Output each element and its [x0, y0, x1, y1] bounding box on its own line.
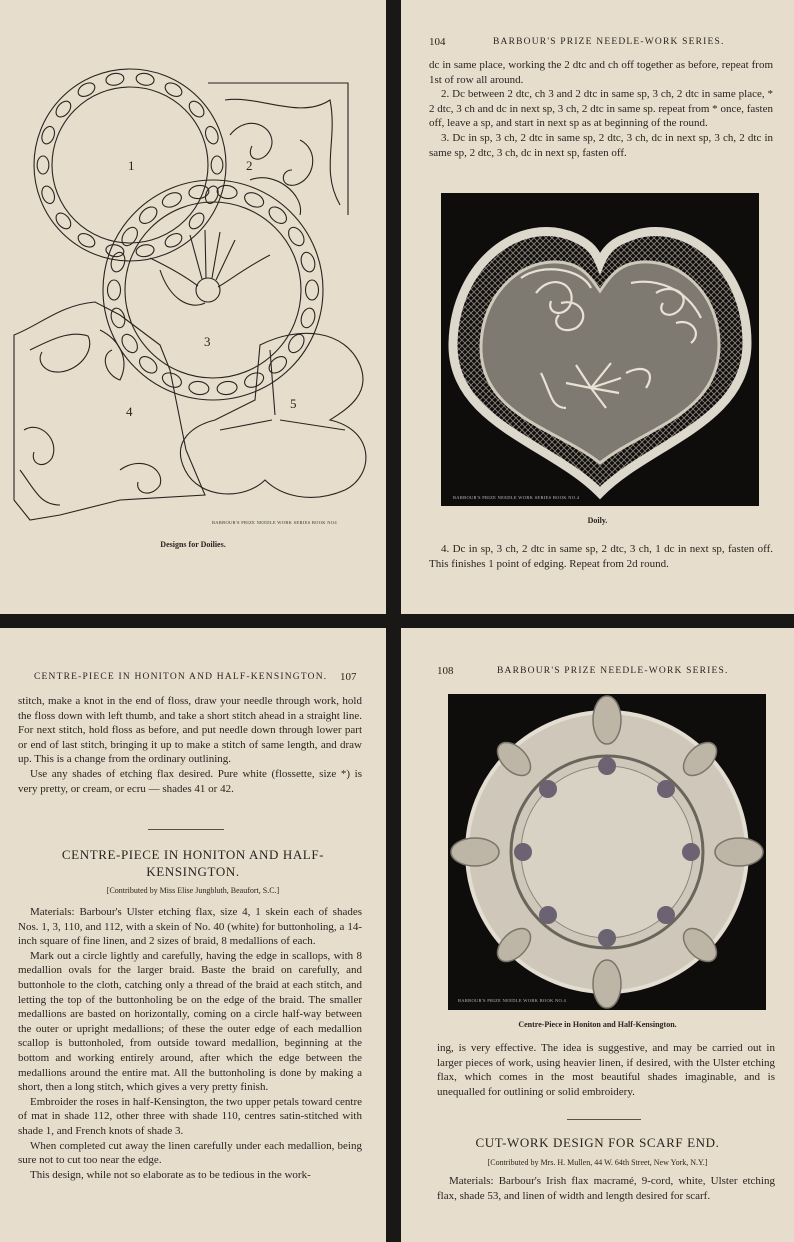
page-number: 108 — [437, 665, 454, 677]
section-heading: CUT-WORK DESIGN FOR SCARF END. — [475, 1135, 720, 1150]
plate-label: BARBOUR'S PRIZE NEEDLE WORK BOOK NO.4 — [458, 998, 567, 1003]
plate-label: BARBOUR'S PRIZE NEEDLE WORK SERIES BOOK NO4 — [212, 520, 337, 525]
figure-caption: Designs for Doilies. — [160, 540, 226, 549]
contributor-credit: [Contributed by Mrs. H. Mullen, 44 W. 64th Street, New York, N.Y.] — [487, 1158, 708, 1167]
section-heading-line1: CENTRE-PIECE IN HONITON AND HALF- — [61, 847, 325, 862]
text-block-bottom — [429, 542, 773, 571]
paragraph: Use any shades of etching flax desired. Pure white (flossette, size *) is very pretty, or cream, or ecru — shades 41 or 42. — [18, 767, 362, 795]
text-block-intro — [18, 694, 362, 796]
section-heading-line2: KENSINGTON. — [146, 864, 240, 879]
section-divider — [567, 1119, 641, 1120]
paragraph: Materials: Barbour's Ulster etching flax, size 4, 1 skein each of shades Nos. 1, 3, 110, and 112, with a skein of No. 40 (white) for buttonholing, a 14-inch square of fine linen, and 2 sizes of braid, 8 medallions of each. — [18, 906, 362, 948]
paragraph: ing, is very effective. The idea is suggestive, and may be carried out in larger pieces of work, using heavier linen, if desired, with the Ulster etching flax, which comes in the most beautiful shades imaginable, and is unequalled for outlining or solid embroidery. — [437, 1042, 775, 1098]
paragraph: 3. Dc in sp, 3 ch, 2 dtc in same sp, 2 dtc, 3 ch, dc in next sp, 3 ch, 2 dtc in same sp, 2 dtc, 3 ch, dc in next sp, fasten off. — [429, 131, 773, 159]
paragraph: Embroider the roses in half-Kensington, the two upper petals toward centre of mat in shade 112, other three with shade 110, centres satin-stitched with shade 1, and French knots of shade 3. — [18, 1095, 362, 1137]
contributor-credit: [Contributed by Miss Elise Jungbluth, Beaufort, S.C.] — [106, 886, 280, 895]
running-head-title: BARBOUR'S PRIZE NEEDLE-WORK SERIES. — [493, 37, 725, 47]
page-number: 104 — [429, 36, 446, 48]
page-number: 107 — [340, 671, 357, 683]
design-number-3: 3 — [204, 334, 211, 349]
paragraph: dc in same place, working the 2 dtc and ch off together as before, repeat from 1st of row all around. — [429, 59, 773, 86]
doily-designs-illustration — [0, 0, 386, 540]
page-107 — [0, 628, 386, 1242]
page-108 — [401, 628, 794, 1242]
design-number-5: 5 — [290, 396, 297, 411]
running-head-title: BARBOUR'S PRIZE NEEDLE-WORK SERIES. — [497, 666, 729, 676]
plate-label: BARBOUR'S PRIZE NEEDLE WORK SERIES BOOK NO.4 — [453, 495, 580, 500]
heart-doily-image — [441, 193, 759, 506]
paragraph: stitch, make a knot in the end of floss, draw your needle through work, hold the floss down with left thumb, and take a short stitch ahead in a straight line. For next stitch, hold floss as before, and put needle down through lower part or end of last stitch, bringing it up to make a stitch of same length, and draw up. This is a change from the ordinary outlining. — [18, 695, 362, 766]
paragraph: Mark out a circle lightly and carefully, having the edge in scallops, with 8 medallion ovals for the larger braid. Baste the braid on carefully, and buttonhole to the cloth, catching only a thread of the braid at each stitch, and letting the top of the buttonholing be on the edge of the braid. The smaller medallions are basted on horizontally, coming on a circle half-way between the outer or upright medallions; of these the outer edge of each medallion scallop is buttonholed, from outside toward medallion, beginning at the bottom and working entirely around, after which the edge between the medallions around the entire mat. All the buttonholing is done by making a short, then a long stitch, which gives a very pretty finish. — [18, 949, 362, 1094]
page-104 — [401, 0, 794, 614]
page-designs-for-doilies — [0, 0, 386, 614]
centre-piece-photo — [448, 694, 766, 1010]
paragraph: 4. Dc in sp, 3 ch, 2 dtc in same sp, 2 dtc, 3 ch, 1 dc in next sp, fasten off. This finishes 1 point of edging. Repeat from 2d round. — [429, 543, 773, 570]
paragraph: This design, while not so elaborate as to be tedious in the work- — [30, 1168, 311, 1181]
figure-caption: Doily. — [587, 516, 608, 525]
paragraph: When completed cut away the linen carefully under each medallion, being sure not to cut too near the edge. — [18, 1139, 362, 1167]
running-head-title: CENTRE-PIECE IN HONITON AND HALF-KENSINGTON. — [34, 672, 328, 682]
section-heading — [0, 846, 386, 880]
design-number-2: 2 — [246, 158, 253, 173]
design-number-1: 1 — [128, 158, 135, 173]
text-block-continuation — [437, 1041, 775, 1099]
text-block-materials — [437, 1174, 775, 1203]
section-divider — [148, 829, 224, 830]
text-block-body — [18, 905, 362, 1182]
design-number-4: 4 — [126, 404, 133, 419]
centre-piece-image — [448, 694, 766, 1010]
text-block-top — [429, 58, 773, 160]
paragraph: Materials: Barbour's Irish flax macramé, 9-cord, white, Ulster etching flax, shade 53, and linen of width and length desired for scarf. — [437, 1175, 775, 1202]
figure-caption: Centre-Piece in Honiton and Half-Kensington. — [518, 1020, 677, 1029]
doily-photo — [441, 193, 759, 506]
paragraph: 2. Dc between 2 dtc, ch 3 and 2 dtc in same sp, 3 ch, 2 dtc in same place, * 2 dtc, 3 ch and dc in next sp, 3 ch, 2 dtc in same sp. repeat from * once, fasten off, leave a sp, and start in next sp as at beginning of the round. — [429, 88, 773, 130]
